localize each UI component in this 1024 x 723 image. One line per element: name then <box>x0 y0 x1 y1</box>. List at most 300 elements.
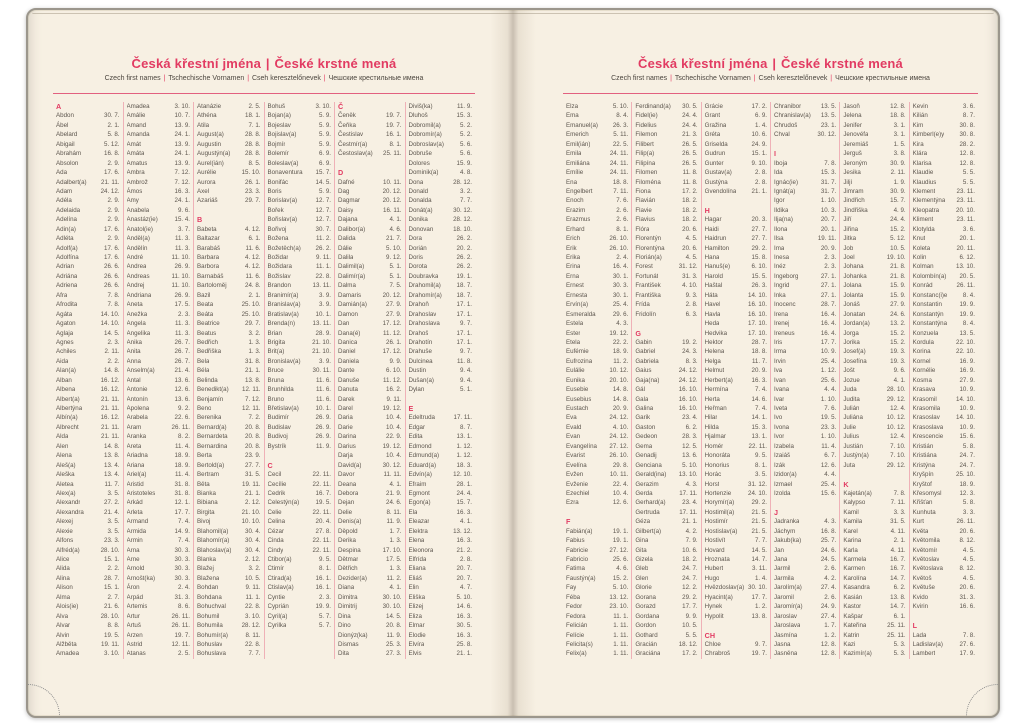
name-date: 5. 1. <box>389 272 402 280</box>
name-label: Klaudie <box>912 169 934 177</box>
name-row <box>197 329 261 338</box>
name-label: Blahoslav(a) <box>197 546 232 554</box>
name-row <box>635 215 697 224</box>
name-row <box>913 574 975 583</box>
name-label: Eleazar <box>408 518 430 526</box>
name-date: 2. 3. <box>318 593 331 601</box>
name-label: Eva <box>566 414 577 422</box>
name-row <box>268 149 332 158</box>
name-label: Darius <box>338 442 356 450</box>
name-row <box>843 489 905 498</box>
name-label: Bojislav(a) <box>267 131 297 139</box>
name-label: Delie <box>338 508 353 516</box>
name-row <box>774 310 836 319</box>
name-date: 30. 5. <box>682 103 698 110</box>
name-row <box>338 631 402 640</box>
name-date: 27. 1. <box>820 291 837 299</box>
name-row <box>774 244 836 253</box>
name-row <box>913 366 975 375</box>
name-label: Alison <box>56 584 73 592</box>
name-date: 2. 9. <box>107 159 120 167</box>
name-date: 31. 8. <box>245 357 261 365</box>
name-date: 18. 8. <box>890 112 906 120</box>
name-date: 13. 11. <box>312 282 331 290</box>
name-date: 2. 6. <box>616 216 629 224</box>
name-date: 2. 2. <box>107 565 120 573</box>
name-row <box>635 461 697 470</box>
name-date: 31. 3. <box>959 593 975 601</box>
name-date: 4. 3. <box>824 518 837 526</box>
name-row <box>56 546 120 555</box>
name-row <box>566 480 628 489</box>
name-date: 21. 10. <box>241 508 261 516</box>
name-row <box>127 612 191 621</box>
name-label: Božislav <box>267 272 291 280</box>
name-row <box>913 253 975 262</box>
name-date: 10. 12. <box>886 423 906 431</box>
name-date: 12. 4. <box>890 405 906 412</box>
name-date: 2. 5. <box>248 103 261 110</box>
spacer-row <box>635 319 697 328</box>
name-row <box>127 234 191 243</box>
name-label: Kamila <box>843 518 863 526</box>
name-date: 15. 6. <box>959 433 975 441</box>
name-label: Ena <box>566 178 578 186</box>
name-row <box>705 649 767 658</box>
name-row <box>197 593 261 602</box>
name-row <box>268 178 332 187</box>
name-row <box>705 423 767 432</box>
name-row <box>566 357 628 366</box>
name-row <box>566 178 628 187</box>
name-row <box>127 272 191 281</box>
name-row <box>338 225 402 234</box>
name-date: 31. 3. <box>682 272 698 280</box>
name-row <box>268 621 332 630</box>
name-label: Edeltruda <box>408 414 435 422</box>
name-row <box>127 168 191 177</box>
name-date: 11. 10. <box>171 282 190 290</box>
name-date: 29. 2. <box>682 593 698 601</box>
name-label: Gordana <box>635 612 660 620</box>
name-date: 20. 8. <box>386 622 402 630</box>
name-date: 29. 7. <box>245 320 261 328</box>
name-date: 7. 6. <box>616 197 629 205</box>
name-date: 16. 8. <box>104 150 120 158</box>
name-date: 9. 6. <box>893 367 906 375</box>
name-label: Klára <box>912 150 928 158</box>
name-date: 13. 4. <box>104 471 120 479</box>
name-label: Albena <box>56 386 76 394</box>
name-label: Gorazd <box>635 603 656 611</box>
name-date: 6. 9. <box>318 159 331 167</box>
name-date: 7. 7. <box>754 537 767 545</box>
name-date: 12. 1. <box>174 499 190 507</box>
name-label: Ezechiel <box>566 489 590 497</box>
name-date: 17. 6. <box>104 254 120 261</box>
name-date: 10. 4. <box>612 489 629 497</box>
name-row <box>56 338 120 347</box>
name-label: Květoš <box>912 574 932 582</box>
name-label: Čeňka <box>338 121 356 129</box>
name-row <box>774 262 836 271</box>
name-label: Angelika <box>126 329 151 337</box>
name-label: Ambra <box>126 169 145 177</box>
name-date: 9. 9. <box>389 357 402 365</box>
name-row <box>409 508 473 517</box>
name-row <box>268 253 332 262</box>
name-label: Helmut <box>704 367 725 375</box>
name-date: 12. 4. <box>890 433 906 441</box>
name-label: Brenda(n) <box>267 320 296 328</box>
name-label: Cyril(a) <box>267 612 288 620</box>
name-label: Adrian <box>56 263 74 271</box>
name-row <box>268 319 332 328</box>
name-row <box>127 347 191 356</box>
name-date: 13. 5. <box>820 103 837 110</box>
name-label: Hyacint(a) <box>704 593 733 601</box>
name-date: 9. 7. <box>459 348 472 356</box>
name-row <box>705 489 767 498</box>
name-label: Elizej <box>408 603 424 611</box>
name-label: Bohumil <box>197 612 220 620</box>
name-row <box>635 291 697 300</box>
name-label: Erazim <box>566 206 586 214</box>
name-row <box>127 102 191 111</box>
name-row <box>913 517 975 526</box>
name-row <box>913 319 975 328</box>
name-date: 12. 7. <box>315 206 331 214</box>
name-date: 5. 6. <box>459 150 472 158</box>
name-date: 26. 11. <box>956 282 975 290</box>
name-date: 12. 7. <box>315 197 331 205</box>
name-date: 30. 4. <box>245 537 261 545</box>
name-row <box>566 253 628 262</box>
name-date: 25. 7. <box>820 537 837 545</box>
name-date: 7. 9. <box>685 537 698 545</box>
name-date: 29. 2. <box>751 499 767 507</box>
name-date: 9. 4. <box>459 376 472 384</box>
name-date: 11. 7. <box>104 480 120 488</box>
name-row <box>774 480 836 489</box>
name-row <box>197 262 261 271</box>
name-label: Bedřiška <box>197 348 222 356</box>
name-date: 15. 3. <box>820 169 837 177</box>
name-label: Boris <box>267 187 282 195</box>
name-label: Fabricie <box>566 546 589 554</box>
name-date: 30. 10. <box>382 593 402 601</box>
name-row <box>56 319 120 328</box>
name-date: 15. 6. <box>820 489 837 497</box>
page-title <box>563 56 978 71</box>
name-row <box>566 376 628 385</box>
name-label: Budivoj <box>267 433 288 441</box>
name-date: 6. 10. <box>751 263 767 271</box>
name-date: 5. 9. <box>318 112 331 120</box>
name-date: 9. 7. <box>754 640 767 648</box>
name-date: 5. 2. <box>459 131 472 139</box>
name-row <box>338 376 402 385</box>
name-date: 24. 3. <box>682 348 698 356</box>
name-row <box>566 262 628 271</box>
name-date: 11. 6. <box>245 272 261 280</box>
name-row <box>774 225 836 234</box>
name-label: Dimitrij <box>338 603 357 611</box>
name-label: Karel <box>843 527 858 535</box>
name-row <box>913 461 975 470</box>
name-row <box>268 432 332 441</box>
letter-header: D <box>338 168 344 178</box>
name-label: Dalila <box>338 254 354 261</box>
name-row <box>635 187 697 196</box>
name-date: 16. 7. <box>890 565 906 573</box>
name-row <box>913 508 975 517</box>
name-row <box>127 461 191 470</box>
name-row <box>913 631 975 640</box>
name-label: Elmar <box>408 622 425 630</box>
spacer-row <box>268 451 332 460</box>
name-label: Ema <box>566 112 579 120</box>
name-label: Emanuel(a) <box>566 121 598 129</box>
name-row <box>197 253 261 262</box>
name-label: Boleslav(a) <box>267 159 299 167</box>
name-label: Alexandra <box>56 508 84 516</box>
name-date: 14. 5. <box>751 546 767 554</box>
name-label: Dan <box>338 320 350 328</box>
name-date: 21. 2. <box>456 546 472 554</box>
name-row <box>705 602 767 611</box>
name-label: Harold <box>704 272 723 280</box>
name-label: Alan(a) <box>56 367 76 375</box>
name-date: 17. 5. <box>174 301 190 309</box>
name-label: Bertold(a) <box>197 461 225 469</box>
name-row <box>774 442 836 451</box>
spacer-row <box>843 470 905 479</box>
name-row <box>56 564 120 573</box>
name-row <box>635 281 697 290</box>
name-label: Damaris <box>338 291 362 299</box>
name-date: 5. 12. <box>890 235 906 243</box>
name-label: Felicián <box>566 622 588 630</box>
name-date: 28. 12. <box>453 216 472 224</box>
name-date: 10. 4. <box>386 423 402 431</box>
name-row <box>843 574 905 583</box>
name-date: 19. 5. <box>104 631 120 639</box>
name-row <box>56 640 120 649</box>
name-row <box>705 140 767 149</box>
name-label: Daisy <box>338 206 354 214</box>
name-label: Čestislav <box>338 131 364 139</box>
name-label: Kristián <box>912 442 934 450</box>
name-row <box>913 498 975 507</box>
name-date: 19. 3. <box>890 357 906 365</box>
name-row <box>409 130 473 139</box>
name-label: Andrea <box>126 263 147 271</box>
name-row <box>705 517 767 526</box>
name-label: Abdon <box>56 112 74 120</box>
name-date: 31. 7. <box>820 178 837 186</box>
name-label: Fidel(ie) <box>635 112 658 120</box>
name-row <box>843 121 905 130</box>
name-label: Dulcinea <box>408 357 433 365</box>
name-date: 24. 12. <box>100 187 120 195</box>
name-date: 8. 7. <box>962 112 975 120</box>
name-row <box>409 546 473 555</box>
name-label: Filipína <box>635 159 656 167</box>
name-date: 2. 11. <box>104 348 120 356</box>
name-label: Andreas <box>126 272 150 280</box>
spacer-row <box>566 508 628 517</box>
name-date: 10. 10. <box>241 518 261 526</box>
name-label: Efraim <box>408 480 427 488</box>
name-row <box>843 291 905 300</box>
name-row <box>56 111 120 120</box>
name-row <box>566 215 628 224</box>
name-label: Donald <box>408 187 429 195</box>
name-row <box>774 215 836 224</box>
name-date: 30. 12. <box>382 461 402 469</box>
name-label: Darel <box>338 405 353 412</box>
name-label: Budislav <box>267 423 291 431</box>
name-row <box>197 621 261 630</box>
name-row <box>197 178 261 187</box>
name-row <box>635 395 697 404</box>
name-date: 21. 6. <box>104 603 120 611</box>
name-row <box>566 612 628 621</box>
name-label: Jáchym <box>773 527 796 535</box>
name-date: 16. 10. <box>678 405 698 412</box>
name-row <box>705 376 767 385</box>
name-row <box>705 178 767 187</box>
name-row <box>843 338 905 347</box>
name-label: Birgita <box>197 508 215 516</box>
name-date: 16. 12. <box>100 414 120 422</box>
name-label: Erich <box>566 235 581 243</box>
name-label: Ezra <box>566 499 579 507</box>
name-label: Adéla <box>56 197 72 205</box>
name-row <box>338 461 402 470</box>
name-row <box>127 631 191 640</box>
name-row <box>56 583 120 592</box>
name-row <box>843 319 905 328</box>
title-part: Cseh keresztelőnevek <box>251 75 321 82</box>
name-date: 30. 4. <box>245 546 261 554</box>
name-row <box>338 253 402 262</box>
name-date: 20. 10. <box>956 206 975 214</box>
name-date: 27. 6. <box>959 640 975 648</box>
name-date: 25. 11. <box>887 622 906 630</box>
name-label: Hypolit <box>704 612 724 620</box>
name-row <box>913 244 975 253</box>
name-label: Afrodita <box>56 301 78 309</box>
name-label: Heda <box>704 320 720 328</box>
name-label: Ada <box>56 169 68 177</box>
name-label: Hortenzie <box>704 489 732 497</box>
name-row <box>409 149 473 158</box>
title-separator: | <box>828 75 835 82</box>
letter-header: K <box>843 479 849 489</box>
name-date: 24. 1. <box>174 197 190 205</box>
name-label: Jindřiška <box>843 206 868 214</box>
name-date: 11. 1. <box>245 593 261 601</box>
name-date: 24. 5. <box>820 556 837 563</box>
name-date: 2. 1. <box>248 291 261 299</box>
name-row <box>705 159 767 168</box>
name-date: 13. 11. <box>312 320 331 328</box>
name-row <box>635 102 697 111</box>
name-row <box>566 234 628 243</box>
name-label: Dimitra <box>338 593 358 601</box>
name-label: Čestmír(a) <box>338 140 368 148</box>
name-label: Areta <box>126 442 142 450</box>
name-date: 5. 10. <box>386 244 402 252</box>
name-label: Jiřina <box>843 225 859 233</box>
name-date: 11. 8. <box>682 178 698 186</box>
name-row <box>635 347 697 356</box>
name-date: 12. 11. <box>242 405 261 412</box>
name-row <box>566 168 628 177</box>
name-label: Brandon <box>267 282 291 290</box>
name-date: 27. 9. <box>959 376 975 384</box>
name-date: 11. 3. <box>174 329 190 337</box>
name-row <box>268 498 332 507</box>
name-date: 8. 4. <box>616 112 629 120</box>
name-row <box>774 546 836 555</box>
name-row <box>409 583 473 592</box>
name-date: 19. 1. <box>456 272 472 280</box>
name-date: 23. 11. <box>956 187 975 195</box>
name-row <box>566 442 628 451</box>
name-label: Anatol(ie) <box>126 225 153 233</box>
name-date: 4. 5. <box>685 235 698 243</box>
name-label: Gustýna <box>704 178 728 186</box>
name-row <box>56 376 120 385</box>
name-row <box>566 527 628 536</box>
name-row <box>56 149 120 158</box>
name-row <box>56 262 120 271</box>
name-label: Konstantin <box>912 301 942 309</box>
name-label: Kamil <box>843 508 859 516</box>
name-date: 11. 9. <box>386 518 402 526</box>
name-row <box>635 480 697 489</box>
name-row <box>774 555 836 564</box>
name-row <box>268 215 332 224</box>
name-date: 18. 1. <box>245 112 261 120</box>
name-label: Iveta <box>773 405 788 412</box>
name-row <box>56 300 120 309</box>
name-label: Jeremiáš <box>843 140 869 148</box>
name-row <box>843 432 905 441</box>
name-date: 24. 9. <box>751 140 767 148</box>
name-row <box>843 196 905 205</box>
name-row <box>56 517 120 526</box>
name-date: 3. 10. <box>245 612 261 620</box>
name-row <box>913 432 975 441</box>
name-label: Krasoslav <box>912 414 940 422</box>
name-row <box>338 319 402 328</box>
name-row <box>566 555 628 564</box>
name-row <box>197 291 261 300</box>
name-row <box>268 102 332 111</box>
name-row <box>774 159 836 168</box>
name-row <box>197 546 261 555</box>
name-row <box>843 442 905 451</box>
name-date: 4. 1. <box>389 584 402 592</box>
name-row <box>197 168 261 177</box>
name-row <box>913 300 975 309</box>
name-label: Konstantýn <box>912 310 944 318</box>
name-date: 2. 12. <box>245 499 261 507</box>
